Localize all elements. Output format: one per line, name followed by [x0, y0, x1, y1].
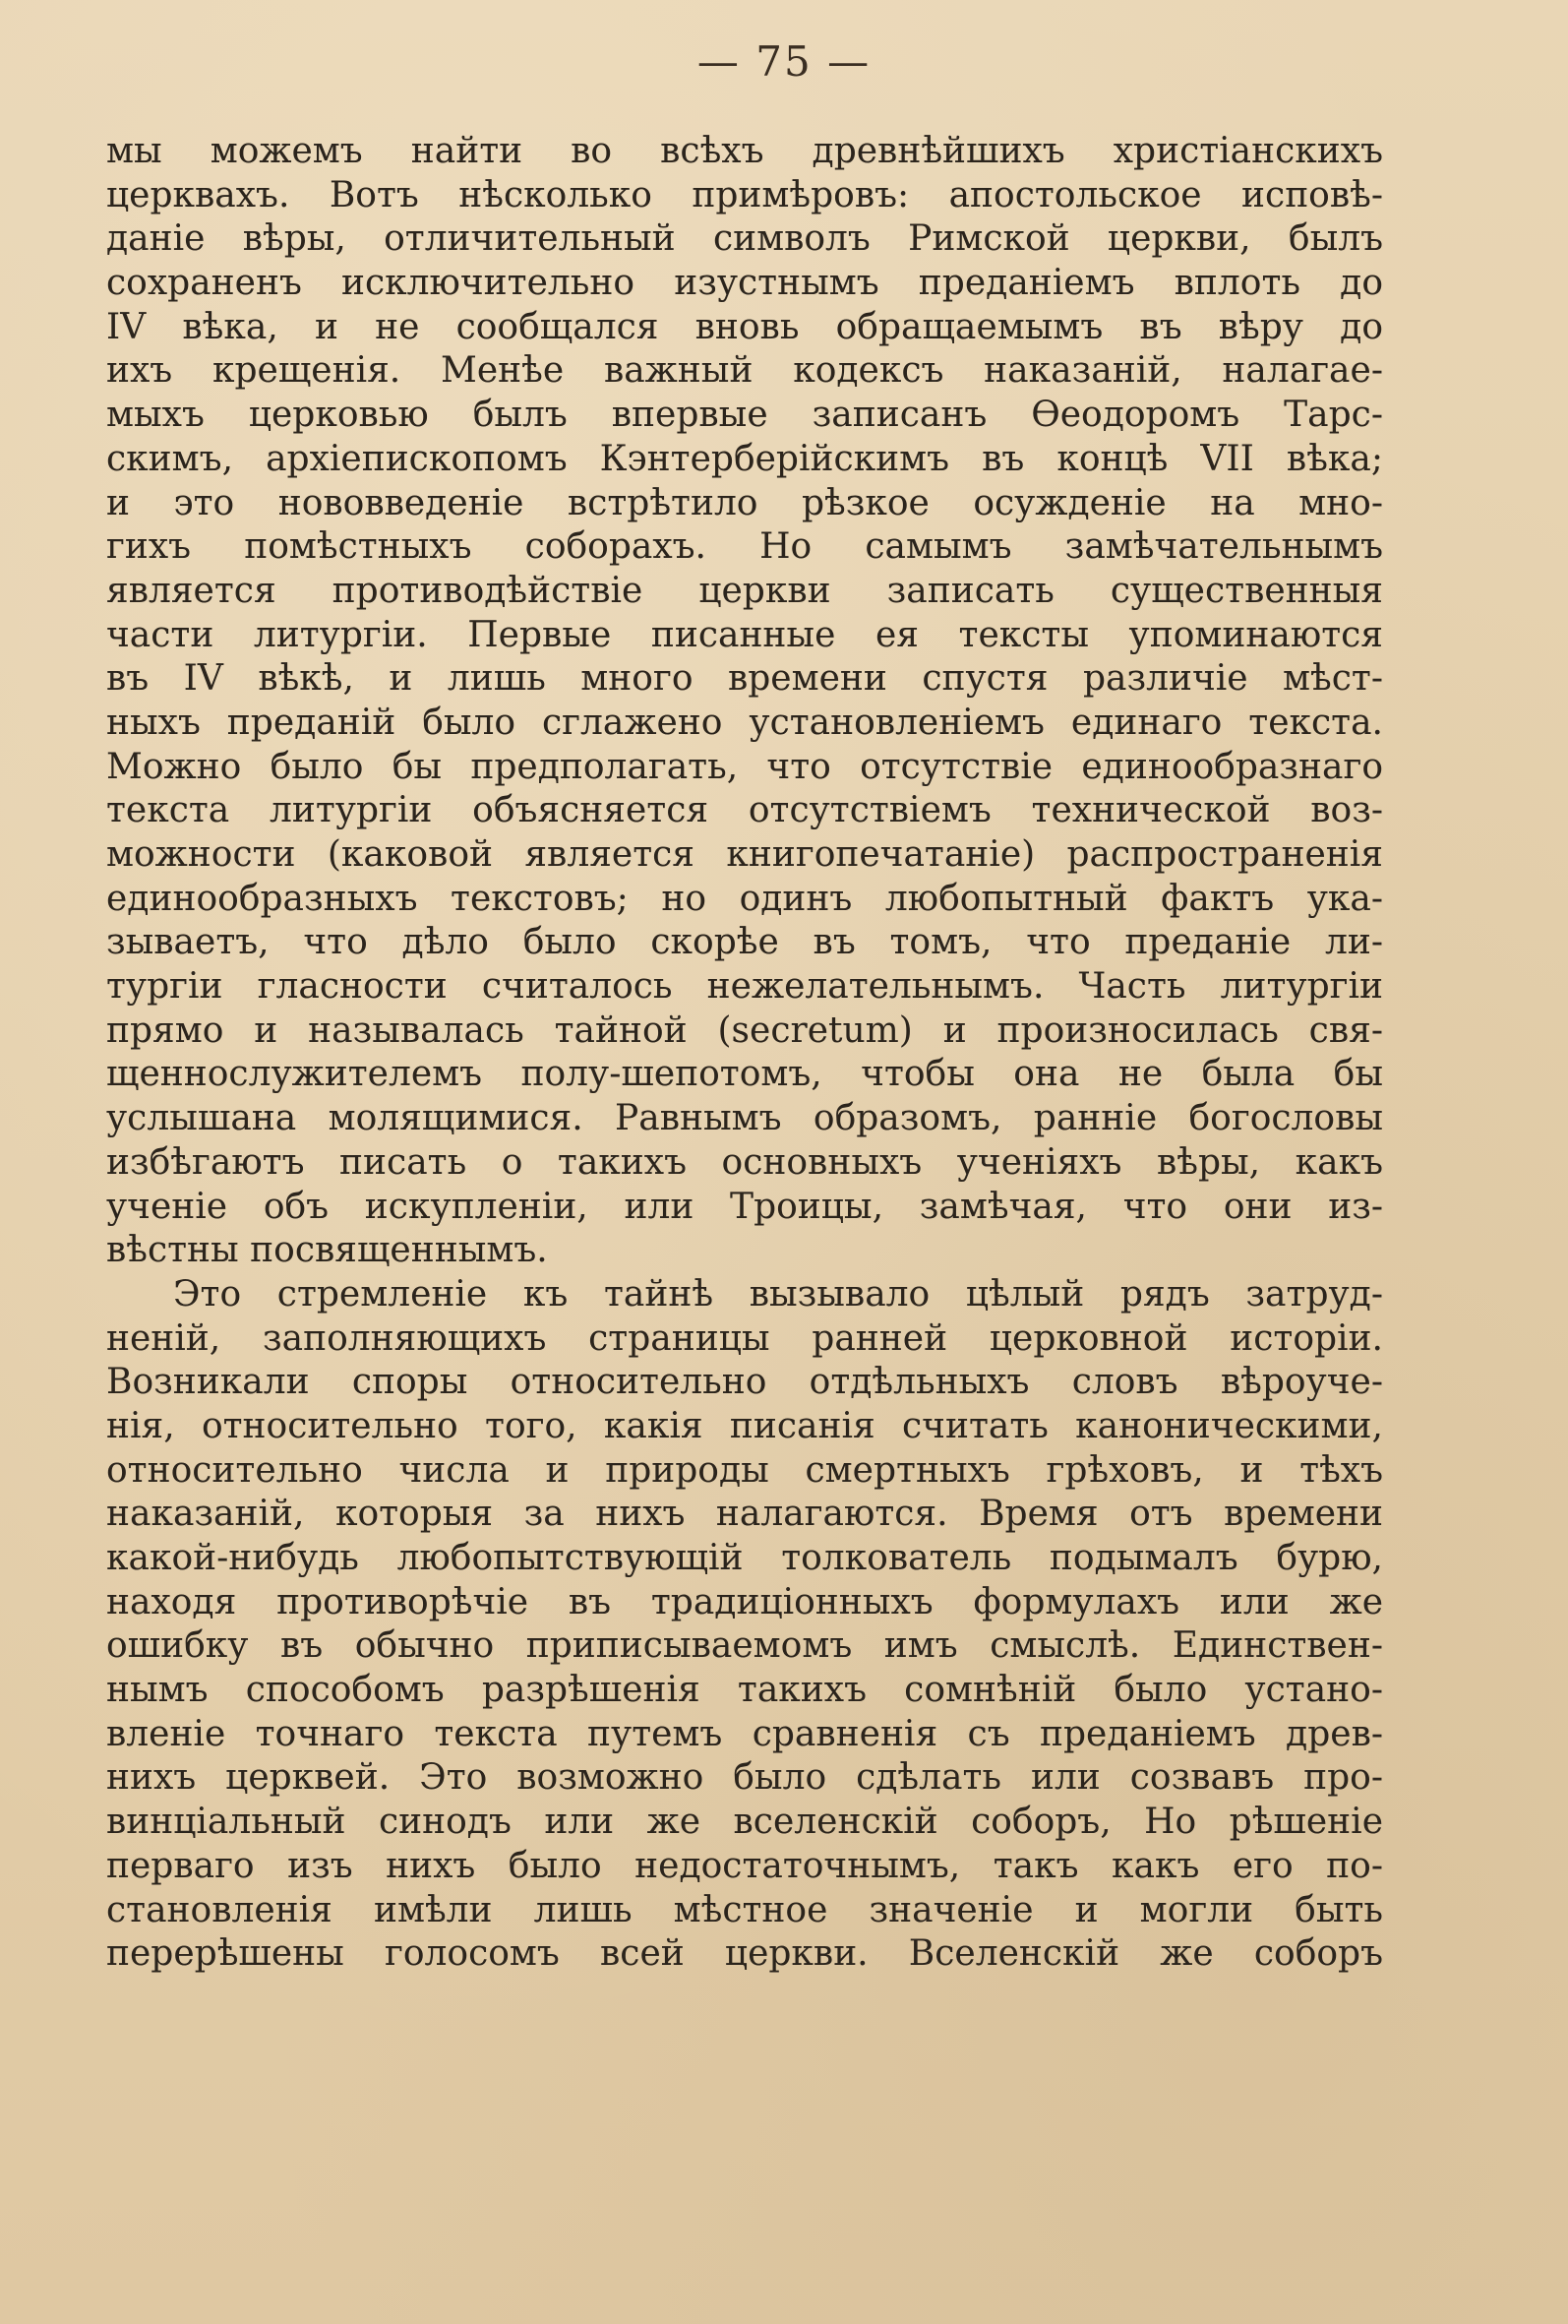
text-line: нымъ способомъ разрѣшенія такихъ сомнѣній было устано- — [106, 1670, 1383, 1711]
text-line: щеннослужителемъ полу-шепотомъ, чтобы она не была бы — [106, 1054, 1383, 1095]
text-line: Возникали споры относительно отдѣльныхъ словъ вѣроуче- — [106, 1362, 1383, 1403]
text-line: ученіе объ искупленіи, или Троицы, замѣчая, что они из- — [106, 1186, 1383, 1227]
text-line: мы можемъ найти во всѣхъ древнѣйшихъ христіанскихъ — [106, 131, 1383, 171]
text-line: тургіи гласности считалось нежелательнымъ. Часть литургіи — [106, 966, 1383, 1008]
text-line: Можно было бы предполагать, что отсутствіе единообразнаго — [106, 746, 1383, 787]
text-line: наказаній, которыя за нихъ налагаются. Время отъ времени — [106, 1494, 1383, 1535]
text-line: мыхъ церковью былъ впервые записанъ Ѳеодоромъ Тарс- — [106, 395, 1383, 436]
text-line: и это нововведеніе встрѣтило рѣзкое осужденіе на мно- — [106, 482, 1383, 523]
text-line: ошибку въ обычно приписываемомъ имъ смыслѣ. Единствен- — [106, 1625, 1383, 1667]
page-number: — 75 — — [696, 37, 872, 86]
text-line: находя противорѣчіе въ традиціонныхъ формулахъ или же — [106, 1581, 1383, 1622]
text-line: вѣстны посвященнымъ. — [106, 1230, 548, 1271]
text-line: неній, заполняющихъ страницы ранней церковной исторіи. — [106, 1317, 1383, 1359]
paragraph-2 — [106, 1273, 1383, 1977]
text-line: вленіе точнаго текста путемъ сравненія съ преданіемъ древ- — [106, 1713, 1383, 1754]
text-line: винціальный синодъ или же вселенскій соборъ, Но рѣшеніе — [106, 1802, 1383, 1843]
text-line: нія, относительно того, какія писанія считать каноническими, — [106, 1405, 1383, 1446]
text-line: скимъ, архіепископомъ Кэнтерберійскимъ въ концѣ VII вѣка; — [106, 438, 1383, 479]
text-line: избѣгаютъ писать о такихъ основныхъ ученіяхъ вѣры, какъ — [106, 1141, 1383, 1183]
text-line: церквахъ. Вотъ нѣсколько примѣровъ: апостольское исповѣ- — [106, 174, 1383, 215]
text-line: прямо и называлась тайной (secretum) и произносилась свя- — [106, 1009, 1383, 1051]
text-line: нихъ церквей. Это возможно было сдѣлать или созвавъ про- — [106, 1757, 1383, 1799]
text-line: даніе вѣры, отличительный символъ Римской церкви, былъ — [106, 218, 1383, 260]
body-text — [106, 130, 1383, 1977]
text-line: относительно числа и природы смертныхъ грѣховъ, и тѣхъ — [106, 1449, 1383, 1491]
text-line: услышана молящимися. Равнымъ образомъ, ранніе богословы — [106, 1098, 1383, 1139]
text-line: части литургіи. Первые писанные ея тексты упоминаются — [106, 614, 1383, 655]
text-line: въ IV вѣкѣ, и лишь много времени спустя различіе мѣст- — [106, 658, 1383, 700]
text-line: перваго изъ нихъ было недостаточнымъ, такъ какъ его по- — [106, 1845, 1383, 1886]
text-line: Это стремленіе къ тайнѣ вызывало цѣлый рядъ затруд- — [173, 1273, 1383, 1315]
text-line: ныхъ преданій было сглажено установленіемъ единаго текста. — [106, 702, 1383, 743]
text-line: какой-нибудь любопытствующій толкователь подымалъ бурю, — [106, 1538, 1383, 1578]
text-line: единообразныхъ текстовъ; но одинъ любопытный фактъ ука- — [106, 878, 1383, 919]
text-line: текста литургіи объясняется отсутствіемъ технической воз- — [106, 790, 1383, 831]
text-line: перерѣшены голосомъ всей церкви. Вселенскій же соборъ — [106, 1933, 1383, 1975]
text-line: зываетъ, что дѣло было скорѣе въ томъ, что преданіе ли- — [106, 922, 1383, 963]
text-line: ихъ крещенія. Менѣе важный кодексъ наказаній, налагае- — [106, 350, 1383, 392]
paragraph-1 — [106, 130, 1383, 1273]
text-line: IV вѣка, и не сообщался вновь обращаемымъ въ вѣру до — [106, 306, 1383, 347]
text-line: является противодѣйствіе церкви записать существенныя — [106, 570, 1383, 611]
text-line: становленія имѣли лишь мѣстное значеніе и могли быть — [106, 1889, 1383, 1930]
text-line: сохраненъ исключительно изустнымъ преданіемъ вплоть до — [106, 263, 1383, 304]
text-line: гихъ помѣстныхъ соборахъ. Но самымъ замѣчательнымъ — [106, 526, 1383, 568]
text-line: можности (каковой является книгопечатаніе) распространенія — [106, 834, 1383, 875]
